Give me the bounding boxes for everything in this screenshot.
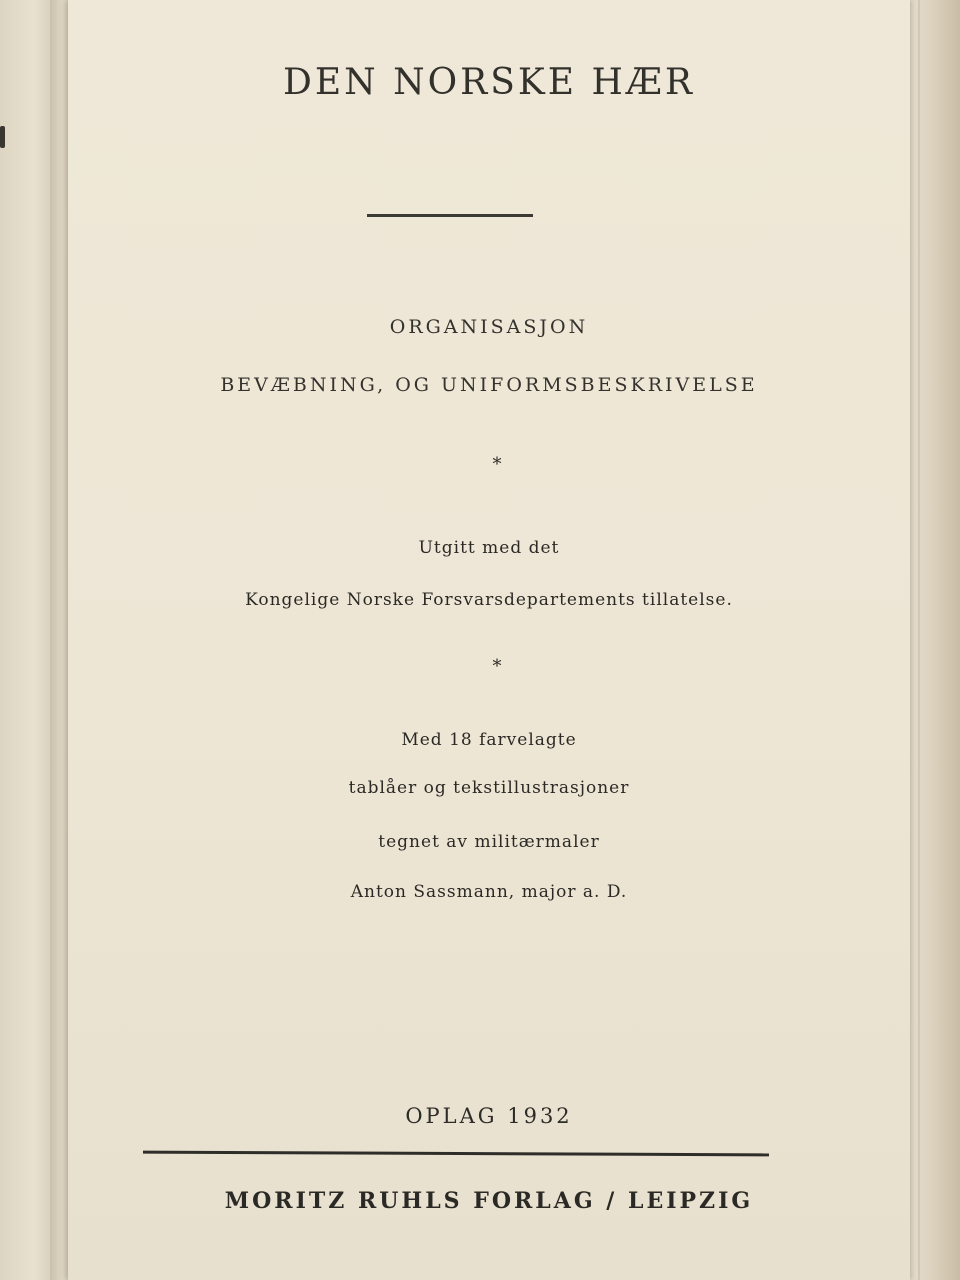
edition-year: OPLAG 1932 [405,1104,573,1128]
ornament-star-icon-2: * [492,656,502,677]
illustration-line-2: tablåer og tekstillustrasjoner [348,778,630,798]
book-title: DEN NORSKE HÆR [282,62,696,103]
illustration-line-4: Anton Sassmann, major a. D. [350,882,628,902]
permission-line-1: Utgitt med det [418,538,560,558]
publisher-imprint: MORITZ RUHLS FORLAG / LEIPZIG [224,1188,754,1214]
illustration-line-1: Med 18 farvelagte [401,730,577,750]
ornament-star-icon: * [492,454,502,475]
title-divider [367,214,533,217]
left-page-mark [0,126,5,148]
page-edge-line [918,0,920,1280]
title-page [68,0,910,1280]
permission-line-2: Kongelige Norske Forsvarsdepartements tillatelse. [245,590,733,610]
subtitle-armament: BEVÆBNING, OG UNIFORMSBESKRIVELSE [220,374,758,396]
publisher-divider [143,1151,769,1157]
illustration-line-3: tegnet av militærmaler [378,832,600,852]
subtitle-organisation: ORGANISASJON [389,316,589,338]
